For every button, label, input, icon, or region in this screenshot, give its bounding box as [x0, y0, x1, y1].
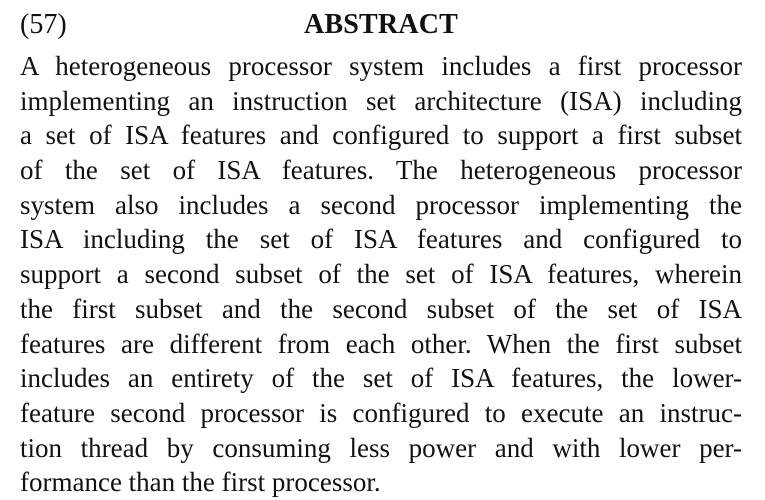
abstract-line: tion thread by consuming less power and with lower per- — [20, 432, 742, 463]
abstract-title: ABSTRACT — [303, 9, 459, 40]
abstract-line: the first subset and the second subset of the set of ISA — [20, 293, 742, 324]
abstract-line: feature second processor is configured to execute an instruc- — [20, 397, 742, 428]
abstract-header — [20, 0, 742, 40]
abstract-line: A heterogeneous processor system includes a first processor — [20, 51, 742, 81]
abstract-line: system also includes a second processor implementing the — [20, 189, 742, 220]
abstract-line: features are different from each other. When the first subset — [20, 328, 742, 359]
abstract-line: a set of ISA features and configured to support a first subset — [20, 120, 742, 151]
inid-code: (57) — [20, 9, 67, 40]
abstract-body — [20, 49, 742, 500]
abstract-line: support a second subset of the set of ISA features, wherein — [20, 259, 742, 290]
abstract-line: of the set of ISA features. The heterogeneous processor — [20, 155, 742, 186]
abstract-line: formance than the first processor. — [20, 467, 381, 498]
abstract-line: includes an entirety of the set of ISA features, the lower- — [20, 363, 742, 394]
abstract-line: implementing an instruction set architecture (ISA) including — [20, 85, 742, 116]
abstract-section — [20, 0, 742, 500]
abstract-line: ISA including the set of ISA features and configured to — [20, 224, 742, 255]
